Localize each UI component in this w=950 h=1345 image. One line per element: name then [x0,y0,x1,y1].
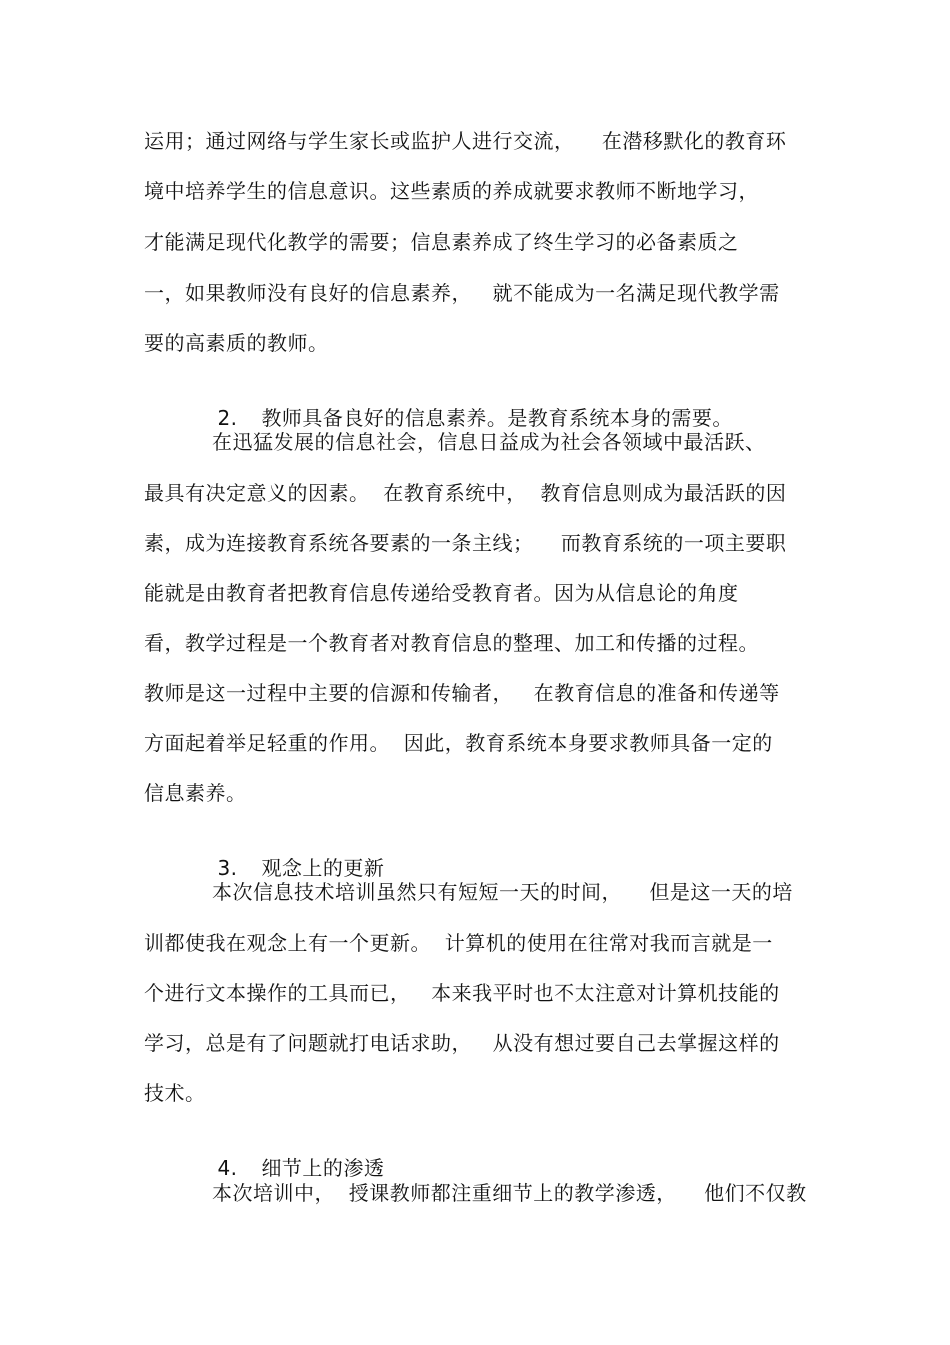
paragraph-line: 教师是这一过程中主要的信源和传输者， 在教育信息的准备和传递等 [144,681,780,705]
heading-number: 4. [217,1156,238,1180]
paragraph-line: 最具有决定意义的因素。 在教育系统中， 教育信息则成为最活跃的因 [144,481,787,505]
paragraph-line: 运用；通过网络与学生家长或监护人进行交流， 在潜移默化的教育环 [144,129,787,153]
paragraph-line: 要的高素质的教师。 [144,331,329,355]
paragraph-line: 技术。 [144,1081,206,1105]
paragraph-line: 一，如果教师没有良好的信息素养， 就不能成为一名满足现代教学需 [144,281,780,305]
paragraph-line: 个进行文本操作的工具而已， 本来我平时也不太注意对计算机技能的 [144,981,780,1005]
paragraph-line: 本次培训中， 授课教师都注重细节上的教学渗透， 他们不仅教 [212,1181,807,1205]
paragraph-line: 才能满足现代化教学的需要；信息素养成了终生学习的必备素质之 [144,230,739,254]
paragraph-line: 学习，总是有了问题就打电话求助， 从没有想过要自己去掌握这样的 [144,1031,780,1055]
paragraph-line: 能就是由教育者把教育信息传递给受教育者。因为从信息论的角度 [144,581,739,605]
paragraph-line: 在迅猛发展的信息社会，信息日益成为社会各领域中最活跃、 [212,430,766,454]
heading-text: 观念上的更新 [261,856,385,880]
heading-number: 3. [217,856,238,880]
heading-text: 细节上的渗透 [261,1156,385,1180]
heading-text: 教师具备良好的信息素养。是教育系统本身的需要。 [261,406,733,430]
paragraph-line: 境中培养学生的信息意识。这些素质的养成就要求教师不断地学习， [144,179,759,203]
paragraph-line: 看，教学过程是一个教育者对教育信息的整理、加工和传播的过程。 [144,631,759,655]
heading-number: 2. [217,406,238,430]
paragraph-line: 信息素养。 [144,781,247,805]
paragraph-line: 方面起着举足轻重的作用。 因此，教育系统本身要求教师具备一定的 [144,731,773,755]
paragraph-line: 训都使我在观念上有一个更新。 计算机的使用在往常对我而言就是一 [144,931,773,955]
paragraph-line: 素，成为连接教育系统各要素的一条主线； 而教育系统的一项主要职 [144,531,787,555]
paragraph-line: 本次信息技术培训虽然只有短短一天的时间， 但是这一天的培 [212,880,793,904]
